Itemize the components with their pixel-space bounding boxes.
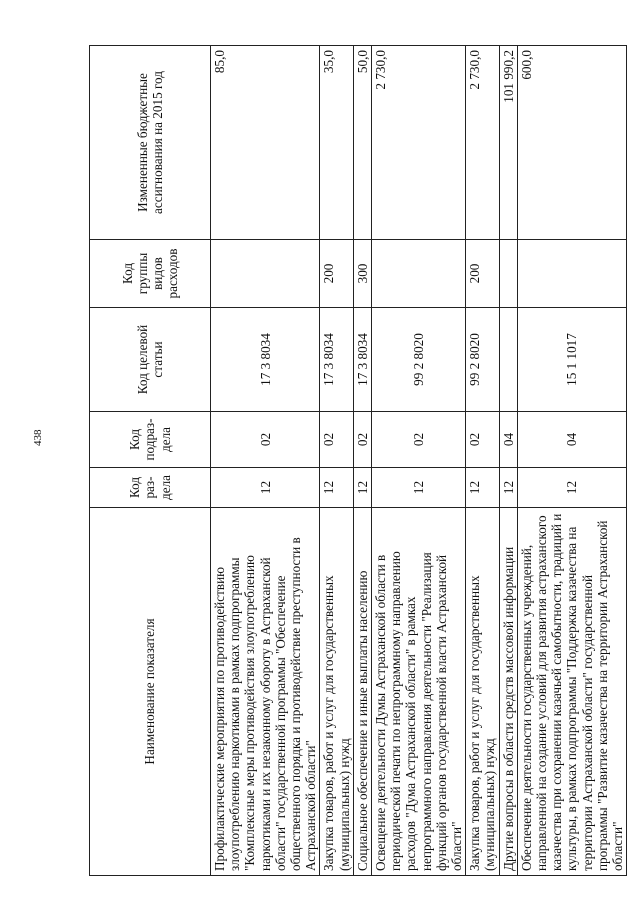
row-sum: 101 990,2 [499,46,517,240]
row-razdel: 12 [499,468,517,508]
row-statya: 17 3 8034 [320,308,353,412]
table-row [517,46,626,876]
row-statya: 99 2 8020 [466,308,499,412]
row-statya: 99 2 8020 [372,308,466,412]
header-razdel: Код раз- дела [90,468,211,508]
table-row [372,46,466,876]
row-podrazdel: 02 [353,412,371,468]
rotated-table-container [89,46,626,876]
row-podrazdel: 04 [499,412,517,468]
row-name: Закупка товаров, работ и услуг для государственных (муниципальных) нужд [320,508,353,876]
header-name: Наименование показателя [90,508,211,876]
header-statya: Код целевой статьи [90,308,211,412]
table-header-row [90,46,211,876]
row-razdel: 12 [320,468,353,508]
row-name: Освещение деятельности Думы Астраханской области в периодической печати по непрограммному направлению расходов "Дума Астраханской области" в рамках непрограммного направления деятельности "Реализация функций органов государственной власти Астраханской области" [372,508,466,876]
row-podrazdel: 04 [517,412,626,468]
table-row [320,46,353,876]
row-vid [372,240,466,308]
row-name: Закупка товаров, работ и услуг для государственных (муниципальных) нужд [466,508,499,876]
header-vid: Код группы видов расходов [90,240,211,308]
row-razdel: 12 [353,468,371,508]
row-name: Профилактические мероприятия по противодействию злоупотреблению наркотиками в рамках подпрограммы "Комплексные меры противодействия злоупотреблению наркотиками и их незаконному обороту в Астраханской области" государственной программы "Обеспечение общественного порядка и противодействие преступности в Астраханской области" [211,508,320,876]
row-vid: 300 [353,240,371,308]
row-name: Социальное обеспечение и иные выплаты населению [353,508,371,876]
row-vid [499,240,517,308]
row-statya: 17 3 8034 [211,308,320,412]
row-podrazdel: 02 [372,412,466,468]
row-sum: 50,0 [353,46,371,240]
row-sum: 35,0 [320,46,353,240]
row-podrazdel: 02 [320,412,353,468]
row-sum: 2 730,0 [466,46,499,240]
header-sum: Измененные бюджетные ассигнования на 2015 год [90,46,211,240]
budget-table [89,45,627,876]
page-number: 438 [32,429,44,446]
row-sum: 600,0 [517,46,626,240]
row-podrazdel: 02 [466,412,499,468]
table-row [211,46,320,876]
row-podrazdel: 02 [211,412,320,468]
row-vid: 200 [320,240,353,308]
row-sum: 2 730,0 [372,46,466,240]
row-vid [211,240,320,308]
row-vid: 200 [466,240,499,308]
table-row [466,46,499,876]
row-razdel: 12 [372,468,466,508]
row-statya: 15 1 1017 [517,308,626,412]
row-name: Обеспечение деятельности государственных учреждений, направленной на создание условий для развития астраханского казачества при сохранении казачьей самобытности, традиций и культуры, в рамках подпрограммы "Поддержка казачества на территории Астраханской области" государственной программы "Развитие казачества на территории Астраханской области" [517,508,626,876]
row-name: Другие вопросы в области средств массовой информации [499,508,517,876]
table-row [499,46,517,876]
row-razdel: 12 [211,468,320,508]
row-razdel: 12 [517,468,626,508]
row-razdel: 12 [466,468,499,508]
row-sum: 85,0 [211,46,320,240]
header-podrazdel: Код подраз- дела [90,412,211,468]
row-statya: 17 3 8034 [353,308,371,412]
table-row [353,46,371,876]
row-statya [499,308,517,412]
row-vid [517,240,626,308]
